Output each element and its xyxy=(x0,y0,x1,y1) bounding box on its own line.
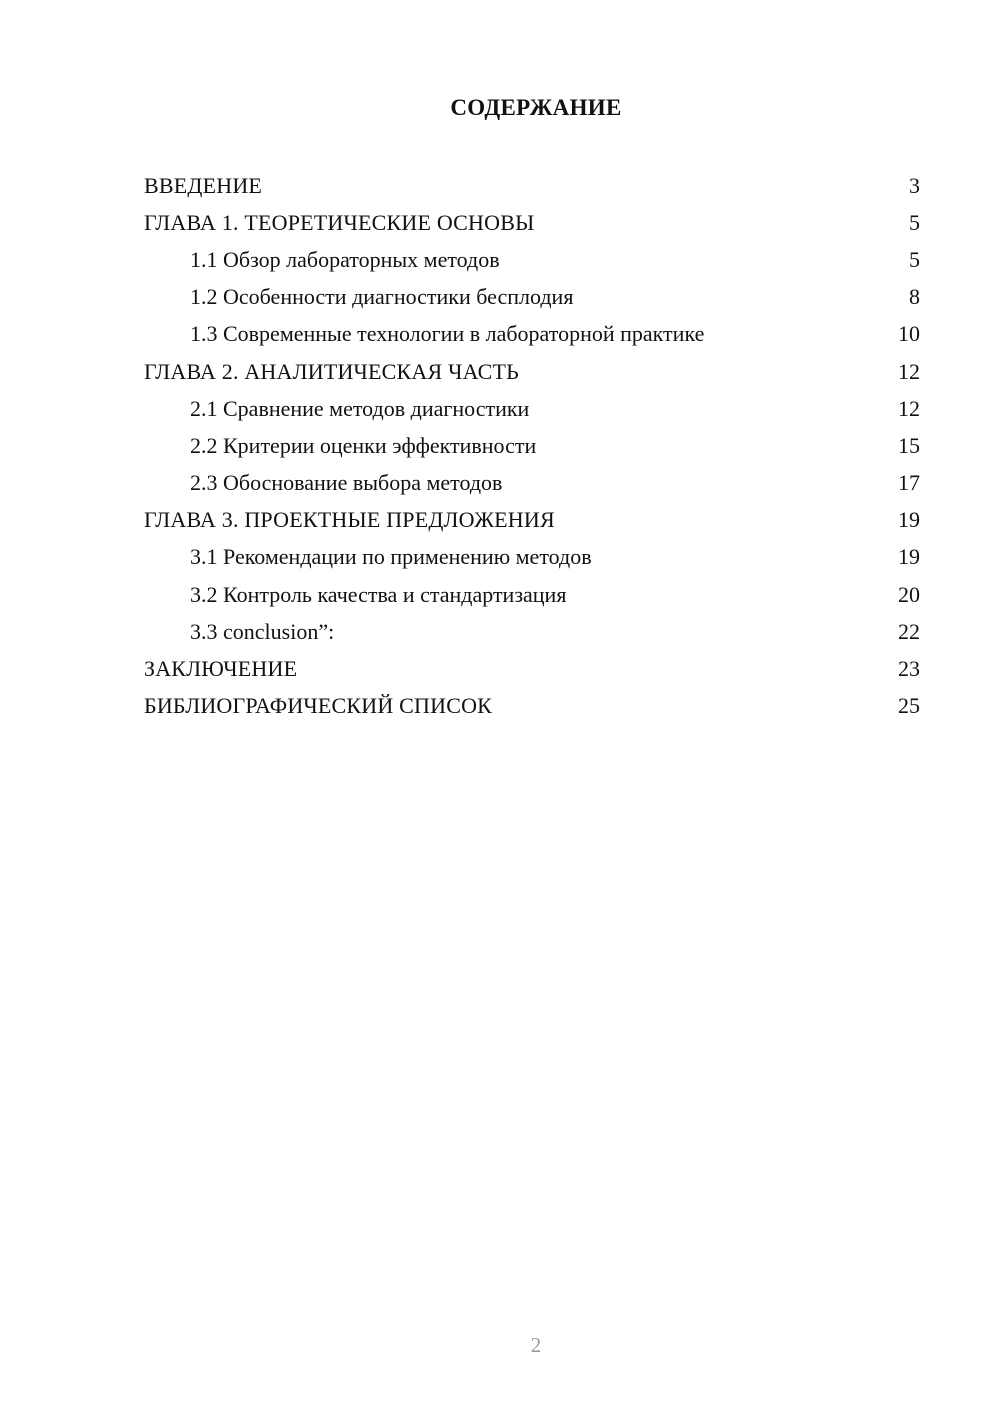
toc-entry-title: ГЛАВА 3. ПРОЕКТНЫЕ ПРЕДЛОЖЕНИЯ xyxy=(144,507,555,533)
toc-entry-page: 22 xyxy=(898,618,920,644)
table-of-contents xyxy=(144,167,920,725)
toc-entry xyxy=(144,650,920,687)
toc-entry xyxy=(144,539,920,576)
toc-entry-title: 1.3 Современные технологии в лабораторной практике xyxy=(190,321,705,347)
toc-entry-page: 23 xyxy=(898,656,920,682)
toc-entry xyxy=(144,427,920,464)
toc-entry xyxy=(144,576,920,613)
toc-entry xyxy=(144,279,920,316)
toc-entry-title: 3.2 Контроль качества и стандартизация xyxy=(190,581,567,607)
toc-entry-page: 12 xyxy=(898,395,920,421)
page-title: СОДЕРЖАНИЕ xyxy=(450,95,622,120)
toc-entry-title: 1.1 Обзор лабораторных методов xyxy=(190,246,500,272)
toc-entry-title: 3.3 conclusion”: xyxy=(190,618,335,644)
toc-entry xyxy=(144,316,920,353)
toc-entry-title: ВВЕДЕНИЕ xyxy=(144,172,263,198)
toc-entry-title: ЗАКЛЮЧЕНИЕ xyxy=(144,656,298,682)
toc-entry-page: 5 xyxy=(909,209,920,235)
toc-entry-page: 17 xyxy=(898,470,920,496)
toc-entry xyxy=(144,465,920,502)
toc-entry xyxy=(144,613,920,650)
toc-entry-page: 5 xyxy=(909,246,920,272)
toc-entry xyxy=(144,167,920,204)
toc-entry xyxy=(144,241,920,278)
toc-entry-title: БИБЛИОГРАФИЧЕСКИЙ СПИСОК xyxy=(144,693,493,719)
toc-entry xyxy=(144,390,920,427)
toc-entry-page: 25 xyxy=(898,693,920,719)
toc-entry-page: 3 xyxy=(909,172,920,198)
toc-entry xyxy=(144,353,920,390)
toc-entry-title: 2.2 Критерии оценки эффективности xyxy=(190,432,537,458)
toc-entry-page: 10 xyxy=(898,321,920,347)
toc-entry-page: 8 xyxy=(909,284,920,310)
toc-entry xyxy=(144,204,920,241)
toc-entry-title: ГЛАВА 1. ТЕОРЕТИЧЕСКИЕ ОСНОВЫ xyxy=(144,209,535,235)
toc-entry-title: 2.1 Сравнение методов диагностики xyxy=(190,395,530,421)
toc-entry-title: 2.3 Обоснование выбора методов xyxy=(190,470,503,496)
toc-entry xyxy=(144,688,920,725)
toc-entry-title: 1.2 Особенности диагностики бесплодия xyxy=(190,284,574,310)
toc-entry-title: ГЛАВА 2. АНАЛИТИЧЕСКАЯ ЧАСТЬ xyxy=(144,358,519,384)
toc-entry xyxy=(144,502,920,539)
toc-entry-page: 19 xyxy=(898,544,920,570)
toc-entry-page: 15 xyxy=(898,432,920,458)
toc-entry-page: 20 xyxy=(898,581,920,607)
toc-entry-page: 19 xyxy=(898,507,920,533)
page-number: 2 xyxy=(530,1333,542,1357)
toc-entry-title: 3.1 Рекомендации по применению методов xyxy=(190,544,592,570)
toc-entry-page: 12 xyxy=(898,358,920,384)
